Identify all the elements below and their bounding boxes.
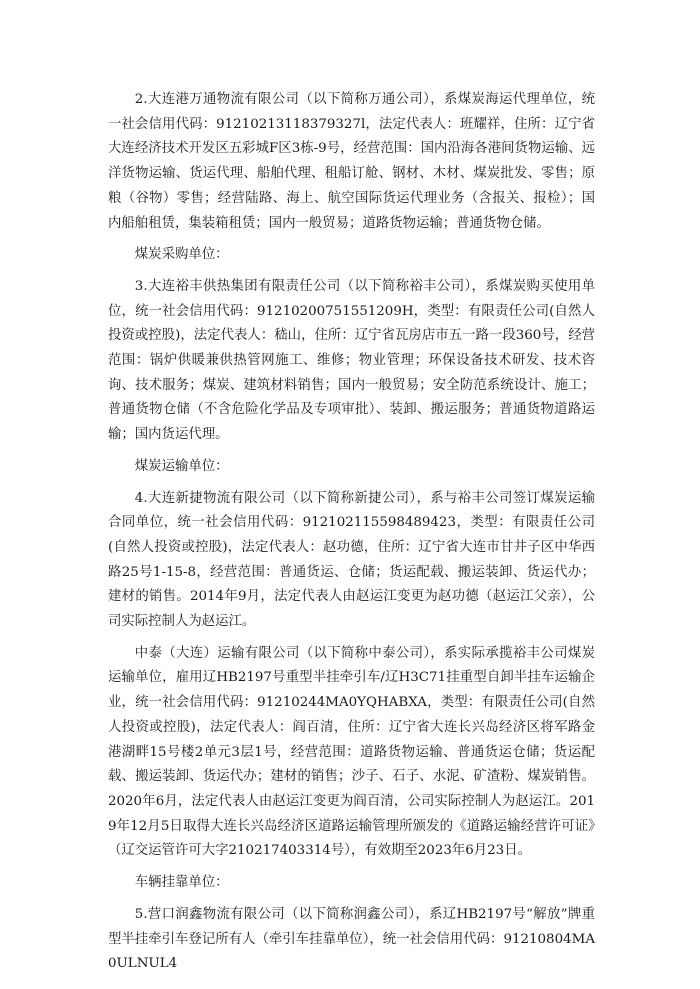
paragraph-zhongtai: 中泰（大连）运输有限公司（以下简称中泰公司），系实际承揽裕丰公司煤炭运输单位，雇用辽HB2197号重型半挂牵引车/辽H3C71挂重型自卸半挂车运输企业，统一社会信用代码：91210244MA0YQHABXA，类型：有限责任公司(自然人投资或控股)，法定代表人：阎百清，住所：辽宁省大连长兴岛经济区将军路金港湖畔15号楼2单元3层1号，经营范围：道路货物运输、普通货运仓储；货运配载、搬运装卸、货运代办；建材的销售；沙子、石子、水泥、矿渣粉、煤炭销售。2020年6月，法定代表人由赵运江变更为阎百清，公司实际控制人为赵运江。2019年12月5日取得大连长兴岛经济区道路运输管理所颁发的《道路运输经营许可证》（辽交运管许可大字210217403314号），有效期至2023年6月23日。 [108, 645, 595, 859]
paragraph-wantong: 2.大连港万通物流有限公司（以下简称万通公司），系煤炭海运代理单位，统一社会信用代码：91210213118379327l，法定代表人：班耀祥，住所：辽宁省大连经济技术开发区五彩城F区3栋-9号，经营范围：国内沿海各港间货物运输、远洋货物运输、货运代理、船舶代理、租船订舱、钢材、木材、煤炭批发、零售；原粮（谷物）零售；经营陆路、海上、航空国际货运代理业务（含报关、报检）；国内船舶租赁，集装箱租赁；国内一般贸易；道路货物运输；普通货物仓储。 [108, 92, 595, 231]
section-heading-coal-transport: 煤炭运输单位： [134, 458, 229, 474]
paragraph-yufeng: 3.大连裕丰供热集团有限责任公司（以下简称裕丰公司），系煤炭购买使用单位，统一社会信用代码：91210200751551209H，类型：有限责任公司(自然人投资或控股)，法定代表人：嵇山，住所：辽宁省瓦房店市五一路一段360号，经营范围：锅炉供暖兼供热管网施工、维修；物业管理；环保设备技术研发、技术咨询、技术服务；煤炭、建筑材料销售；国内一般贸易；安全防范系统设计、施工；普通货物仓储（不含危险化学品及专项审批）、装卸、搬运服务；普通货物道路运输；国内货运代理。 [108, 278, 595, 443]
paragraph-runxin: 5.营口润鑫物流有限公司（以下简称润鑫公司），系辽HB2197号“解放”牌重型半挂牵引车登记所有人（牵引车挂靠单位），统一社会信用代码：91210804MA0ULNUL4 [108, 906, 595, 972]
section-heading-vehicle-affiliation: 车辆挂靠单位： [134, 875, 229, 891]
section-heading-coal-purchase: 煤炭采购单位： [134, 247, 229, 263]
paragraph-xinjie: 4.大连新捷物流有限公司（以下简称新捷公司），系与裕丰公司签订煤炭运输合同单位，统一社会信用代码：912102115598489423，类型：有限责任公司(自然人投资或控股)，法定代表人：赵功德，住所：辽宁省大连市甘井子区中华西路25号1-15-8，经营范围：普通货运、仓储；货运配载、搬运装卸、货运代办；建材的销售。2014年9月，法定代表人由赵运江变更为赵功德（赵运江父亲），公司实际控制人为赵运江。 [108, 490, 595, 630]
document-page [108, 88, 595, 984]
